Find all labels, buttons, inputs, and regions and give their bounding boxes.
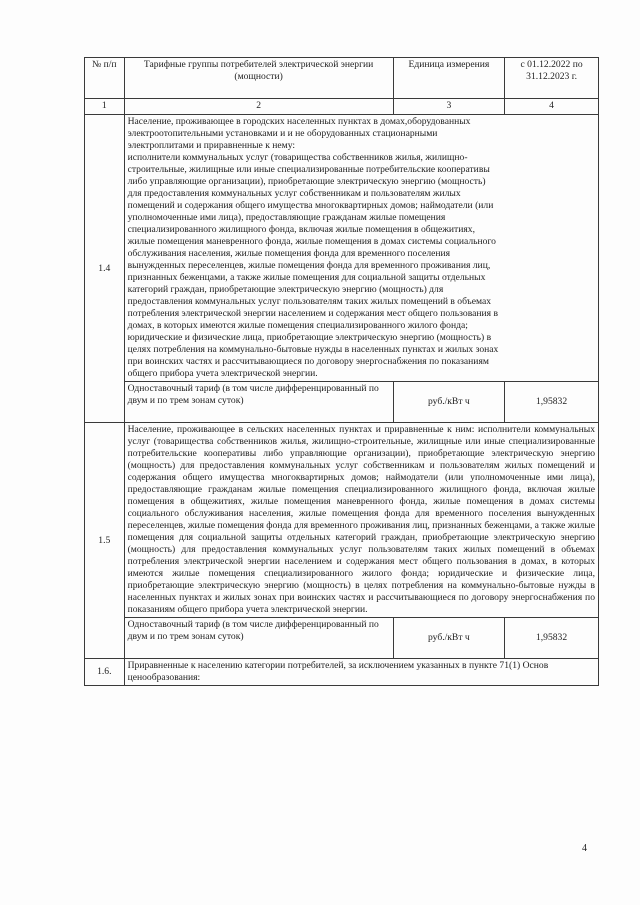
row-description-line: целях потребления на коммунально-бытовые нужды в населенных пунктах и жилых зонах bbox=[127, 344, 499, 355]
row-description-line: юридические и физические лица, приобретающие электрическую энергию (мощность) в bbox=[127, 332, 492, 343]
row-description-line: Население, проживающее в городских населенных пунктах в домах,оборудованных bbox=[127, 116, 471, 127]
row-description bbox=[124, 115, 598, 382]
tariff-row-1-4 bbox=[85, 382, 599, 423]
row-description-line: уполномоченные ими лица), предоставляющие гражданам жилые помещения bbox=[127, 212, 446, 223]
row-description-line: либо управляющие организации), приобретающие электрическую энергию (мощность) bbox=[127, 176, 486, 187]
tariff-table bbox=[84, 57, 599, 686]
row-description-line: потребления электрической энергии населением и содержания мест общего пользования в bbox=[127, 308, 498, 319]
row-number: 1.6. bbox=[85, 659, 125, 686]
tariff-label: Одноставочный тариф (в том числе дифференцированный по двум и по трем зонам суток) bbox=[124, 618, 393, 659]
row-description-line: электроотопительными установками и и не оборудованных стационарными bbox=[127, 128, 438, 139]
row-description: Население, проживающее в сельских населенных пунктах и приравненные к ним: исполнители коммунальных услуг (товарищества собственников жилья, жилищно-строительные, жилищные или иные специализированные потребительские кооперативы либо управляющие организации), приобретающие электрическую энергию (мощность) для предоставления коммунальных услуг собственникам и пользователям жилых помещений и содержания общего имущества многоквартирных домов; наймодатели (или уполномоченные ими лица), предоставляющие гражданам жилые помещения специализированного жилищного фонда, включая жилые помещения в общежитиях, жилые помещения маневренного фонда, жилые помещения в домах системы социального обслуживания населения, жилые помещения фонда для временного поселения вынужденных переселенцев, жилые помещения фонда для временного проживания лиц, признанных беженцами, а также жилые помещения для социальной защиты отдельных категорий граждан, приобретающие электрическую энергию (мощность) для предоставления коммунальных услуг пользователям таких жилых помещений в объемах потребления электрической энергии населением и содержания мест общего пользования в домах, в которых имеются жилые помещения специализированного жилого фонда; юридические и физические лица, приобретающие электрическую энергию (мощность) в целях потребления на коммунально-бытовые нужды в населенных пунктах и жилых зонах при воинских частях и рассчитывающиеся по договору энергоснабжения по показаниям общего прибора учета электрической энергии. bbox=[124, 423, 598, 618]
row-description-line: при воинских частях и рассчитывающиеся по договору энергоснабжения по показаниям bbox=[127, 356, 489, 367]
row-description-line: предоставления коммунальных услуг пользователям таких жилых помещений в объемах bbox=[127, 296, 492, 307]
header-number: № п/п bbox=[85, 58, 125, 99]
row-number: 1.5 bbox=[85, 423, 125, 659]
table-header-row bbox=[85, 58, 599, 99]
row-description-line: специализированного жилищного фонда, включая жилые помещения в общежитиях, bbox=[127, 224, 475, 235]
row-description: Приравненные к населению категории потребителей, за исключением указанных в пункте 71(1) Основ ценообразования: bbox=[124, 659, 598, 686]
header-period: с 01.12.2022 по 31.12.2023 г. bbox=[505, 58, 599, 99]
row-description-line: электроплитами и приравненные к нему: bbox=[127, 140, 296, 151]
header-unit: Единица измерения bbox=[393, 58, 505, 99]
row-description-line: категорий граждан, приобретающие электрическую энергию (мощность) для bbox=[127, 284, 444, 295]
table-row-1-4 bbox=[85, 115, 599, 382]
row-description-line: для предоставления коммунальных услуг собственникам и пользователям жилых bbox=[127, 188, 461, 199]
tariff-value: 1,95832 bbox=[505, 618, 599, 659]
tariff-unit: руб./кВт ч bbox=[393, 618, 505, 659]
tariff-label: Одноставочный тариф (в том числе дифференцированный по двум и по трем зонам суток) bbox=[124, 382, 393, 423]
row-description-line: признанных беженцами, а также жилые помещения для социальной защиты отдельных bbox=[127, 272, 486, 283]
row-description-line: домах, в которых имеются жилые помещения специализированного жилого фонда; bbox=[127, 320, 468, 331]
table-row-1-5 bbox=[85, 423, 599, 618]
row-description-line: строительные, жилищные или иные специализированные потребительские кооперативы bbox=[127, 164, 490, 175]
header-tariff-groups: Тарифные группы потребителей электрической энергии (мощности) bbox=[124, 58, 393, 99]
row-number: 1.4 bbox=[85, 115, 125, 423]
tariff-value: 1,95832 bbox=[505, 382, 599, 423]
row-description-line: общего прибора учета электрической энергии. bbox=[127, 368, 318, 379]
row-description-line: исполнители коммунальных услуг (товарищества собственников жилья, жилищно- bbox=[127, 152, 468, 163]
column-number-row bbox=[85, 99, 599, 115]
row-description-line: вынужденных переселенцев, жилые помещения фонда для временного проживания лиц, bbox=[127, 260, 491, 271]
row-description-line: помещений и содержания общего имущества многоквартирных домов; наймодатели (или bbox=[127, 200, 494, 211]
page-number: 4 bbox=[582, 843, 587, 854]
row-description-line: обслуживания населения, жилые помещения фонда для временного поселения bbox=[127, 248, 451, 259]
table-row-1-6 bbox=[85, 659, 599, 686]
column-number: 2 bbox=[124, 99, 393, 115]
tariff-unit: руб./кВт ч bbox=[393, 382, 505, 423]
column-number: 4 bbox=[505, 99, 599, 115]
column-number: 3 bbox=[393, 99, 505, 115]
tariff-row-1-5 bbox=[85, 618, 599, 659]
column-number: 1 bbox=[85, 99, 125, 115]
row-description-line: жилые помещения маневренного фонда, жилые помещения в домах системы социального bbox=[127, 236, 496, 247]
